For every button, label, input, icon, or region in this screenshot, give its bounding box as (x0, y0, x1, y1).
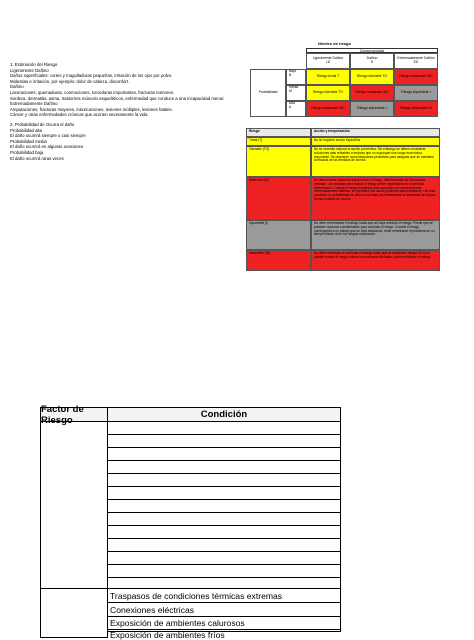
matrix-cell: Riesgo moderado MO (394, 69, 438, 85)
condition-cell-empty[interactable] (107, 460, 341, 474)
row-label-media (286, 85, 306, 101)
condition-cell-empty[interactable] (107, 525, 341, 539)
legend-action-tolerable: No se necesita mejorar la acción preventiva. Sin embargo se deben considerar soluciones más rentables o mejoras que no supongan una carga económica importante. Se requieren comprobaciones periódicas para asegurar que se mantiene la eficacia de las medidas de control. (311, 146, 440, 177)
col-header-code: ED (413, 60, 419, 64)
condition-cell-empty[interactable] (107, 473, 341, 487)
condition-cell-empty[interactable] (107, 564, 341, 578)
row-label-text: Media (289, 85, 299, 89)
legend-risk-tolerable: Tolerable (TO) (246, 146, 311, 177)
legend-risk-important: Importante (I) (246, 220, 311, 250)
col-header-label: Ligeramente Dañino (312, 56, 344, 61)
matrix-cell: Riesgo tolerable TO (350, 69, 394, 85)
condition-row[interactable]: Conexiones eléctricas (107, 602, 341, 617)
section1-desc-4: Amputaciones, fracturas mayores, intoxicaciones, lesiones múltiples, lesiones fatales. (10, 106, 173, 112)
condition-cell-empty[interactable] (107, 512, 341, 526)
condition-cell-empty[interactable] (107, 499, 341, 513)
col-header-label: Extremadamente Dañino (397, 56, 435, 61)
condition-cell-empty[interactable] (107, 551, 341, 565)
form-header-factor: Factor de Riesgo (40, 407, 108, 422)
legend-risk-trivial: Trivial (T) (246, 137, 311, 146)
factor-cell-empty[interactable] (40, 588, 108, 638)
section1-label-0: Ligeramente Dañino (10, 67, 49, 73)
consequences-header: Consecuencias (306, 48, 438, 53)
section2-desc-1: El daño ocurrirá en algunas ocasiones (10, 144, 84, 150)
condition-cell-empty[interactable] (107, 486, 341, 500)
condition-cell-empty[interactable] (107, 538, 341, 552)
condition-cell-empty[interactable] (107, 447, 341, 461)
section1-title: 1. Estimación del Riesgo (10, 62, 58, 67)
condition-cell-empty[interactable] (107, 434, 341, 448)
col-header-ld (306, 53, 350, 69)
col-header-d (350, 53, 394, 69)
section2-desc-0: El daño ocurrirá siempre o casi siempre (10, 133, 86, 139)
factor-cell-empty[interactable] (40, 421, 108, 589)
legend-risk-moderate: Moderado (M) (246, 177, 311, 220)
condition-row[interactable]: Exposición de ambientes calurosos (107, 616, 341, 630)
condition-cell-empty[interactable] (107, 421, 341, 435)
legend-action-trivial: No se requiere acción específica (311, 137, 440, 146)
section1-desc-5: Cáncer y otras enfermedades crónicas que acorten severamente la vida. (10, 112, 149, 118)
matrix-cell: Riesgo importante I (394, 85, 438, 101)
legend-action-important: No debe comenzarse el trabajo hasta que se haya reducido el riesgo. Puede que se precisen recursos considerables para controlar el riesgo. Cuando el riesgo corresponda a un trabajo que se está realizando, debe remediarse el problema en un tiempo inferior al de los riesgos moderados. (311, 220, 440, 250)
matrix-cell: Riesgo moderado MO (306, 101, 350, 117)
col-header-label: Dañino (366, 56, 378, 61)
section2-title: 2. Probabilidad de Ocurra el daño (10, 122, 75, 127)
legend-header-risk: Riesgo (246, 128, 311, 137)
legend-risk-intolerable: Intolerable (IN) (246, 250, 311, 271)
matrix-cell: Riesgo importante I (350, 101, 394, 117)
row-label-code: B (289, 72, 292, 77)
matrix-cell: Riesgo intolerable IN (394, 101, 438, 117)
row-label-text: Baja (289, 69, 296, 73)
row-label-baja (286, 69, 306, 85)
matrix-cell: Riesgo moderado MO (350, 85, 394, 101)
col-header-ed (394, 53, 438, 69)
condition-row[interactable]: Traspasos de condiciones térmicas extremas (107, 588, 341, 603)
section2-label-0: Probabilidad alta (10, 127, 43, 133)
form-header-condition: Condición (107, 407, 341, 422)
legend-header-action: Acción y temporización (311, 128, 440, 137)
row-label-code: A (289, 104, 292, 109)
legend-action-moderate: Se deben hacer esfuerzos para reducir el riesgo, determinando las inversiones precisas. Las medidas para reducir el riesgo deben implantarse en un período determinado. Cuando el riesgo moderado está asociado con consecuencias extremadamente dañinas, se precisará una acción posterior para establecer, con más precisión, la probabilidad de daño como base para determinar la necesidad de mejora de las medidas de control. (311, 177, 440, 220)
row-label-text: Alta (289, 101, 295, 105)
section1-label-4: Extremadamente Dañino (10, 101, 58, 107)
col-header-code: D (370, 60, 374, 64)
section1-label-2: Dañino (10, 84, 24, 90)
section1-desc-1: Molestias e irritación, por ejemplo: dolor de cabeza, disconfort. (10, 78, 130, 84)
row-label-code: M (289, 88, 292, 93)
legend-action-intolerable: No debe comenzar ni continuar el trabajo hasta que se reduzca el riesgo. Si no es posible reducir el riesgo, incluso con recursos ilimitados, debe prohibirse el trabajo. (311, 250, 440, 271)
section2-label-1: Probabilidad media (10, 138, 47, 144)
section1-desc-2: Laceraciones, quemaduras, conmociones, torceduras importantes, fracturas menores. (10, 90, 175, 95)
condition-row[interactable]: Exposición de ambientes fríos (107, 629, 341, 632)
matrix-title: Niveles de riesgo (318, 41, 351, 46)
section2-label-2: Probabilidad baja (10, 150, 44, 155)
row-label-alta (286, 101, 306, 117)
col-header-code: LD (325, 60, 331, 64)
section2-desc-2: El daño ocurrirá raras veces (10, 155, 64, 161)
row-group-label: Probabilidad (250, 69, 286, 117)
matrix-cell: Riesgo tolerable TO (306, 85, 350, 101)
section1-desc-0: Daños superficiales: cortes y magulladuras pequeñas, irritación de los ojos por polvo. (10, 73, 173, 79)
matrix-cell: Riesgo trivial T (306, 69, 350, 85)
section1-desc-3: Sordera, dermatitis, asma, trastornos músculo esqueléticos, enfermedad que conduce a una incapacidad menor. (10, 95, 225, 101)
